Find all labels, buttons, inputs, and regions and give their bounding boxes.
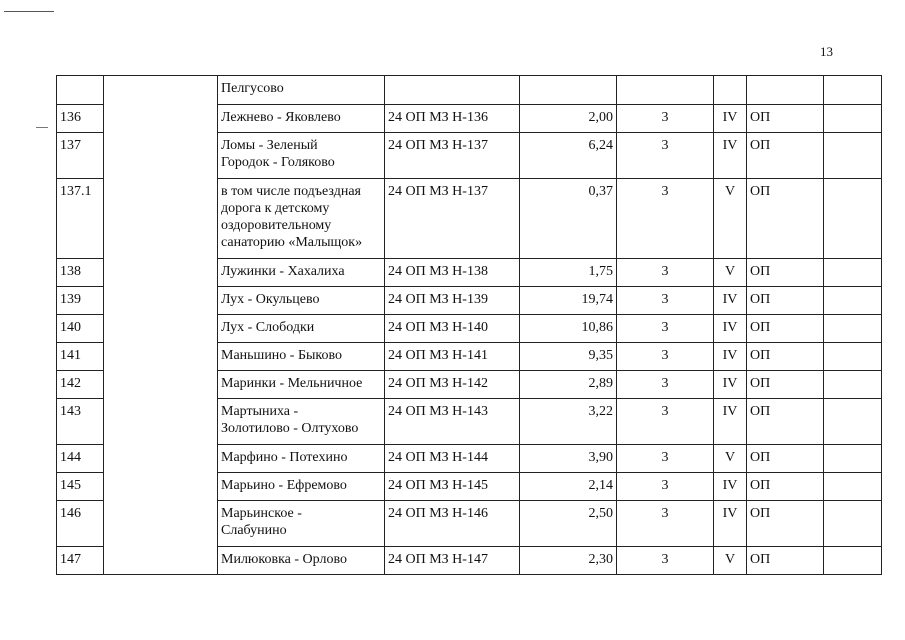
- cell-code: 24 ОП МЗ Н-137: [385, 133, 520, 179]
- cell-category: V: [714, 445, 747, 473]
- cell-road-name: [218, 445, 385, 473]
- cell-road-name: [218, 473, 385, 501]
- cell-road-name: [218, 399, 385, 445]
- road-name-line: Маринки - Мельничное: [221, 376, 363, 391]
- cell-lanes: 3: [617, 501, 714, 547]
- cell-district: [104, 76, 218, 575]
- road-name-line: Городок - Голяково: [221, 155, 335, 170]
- cell-length: 10,86: [520, 315, 617, 343]
- cell-extra: [824, 76, 882, 105]
- cell-length: 2,30: [520, 547, 617, 575]
- road-name-line: санаторию «Малыщок»: [221, 235, 363, 250]
- cell-lanes: 3: [617, 133, 714, 179]
- cell-number: 138: [57, 259, 104, 287]
- cell-significance: ОП: [747, 501, 824, 547]
- cell-lanes: [617, 76, 714, 105]
- road-name-line: Мартыниха -: [221, 404, 299, 419]
- road-name-line: в том числе подъездная: [221, 184, 361, 199]
- cell-category: IV: [714, 399, 747, 445]
- cell-lanes: 3: [617, 445, 714, 473]
- cell-road-name: Пелгусово: [218, 76, 385, 105]
- road-name-line: Лужинки - Хахалиха: [221, 264, 345, 279]
- road-name-line: Лух - Слободки: [221, 320, 315, 335]
- cell-number: 137: [57, 133, 104, 179]
- road-name-line: дорога к детскому: [221, 201, 330, 216]
- cell-number: 147: [57, 547, 104, 575]
- cell-category: IV: [714, 287, 747, 315]
- cell-number: 145: [57, 473, 104, 501]
- cell-length: 3,90: [520, 445, 617, 473]
- cell-significance: ОП: [747, 287, 824, 315]
- cell-significance: ОП: [747, 445, 824, 473]
- cell-code: 24 ОП МЗ Н-146: [385, 501, 520, 547]
- cell-significance: ОП: [747, 179, 824, 259]
- cell-length: 2,14: [520, 473, 617, 501]
- cell-extra: [824, 371, 882, 399]
- cell-code: 24 ОП МЗ Н-139: [385, 287, 520, 315]
- cell-extra: [824, 105, 882, 133]
- cell-category: [714, 76, 747, 105]
- road-name-line: оздоровительному: [221, 218, 332, 233]
- road-name-line: Маньшино - Быково: [221, 348, 343, 363]
- road-name-line: Лух - Окульцево: [221, 292, 320, 307]
- cell-road-name: [218, 259, 385, 287]
- cell-significance: ОП: [747, 105, 824, 133]
- cell-code: 24 ОП МЗ Н-147: [385, 547, 520, 575]
- cell-length: [520, 76, 617, 105]
- cell-extra: [824, 501, 882, 547]
- cell-significance: ОП: [747, 343, 824, 371]
- road-name-line: Марьино - Ефремово: [221, 478, 347, 493]
- cell-number: 137.1: [57, 179, 104, 259]
- cell-road-name: [218, 287, 385, 315]
- road-name-line: Ломы - Зеленый: [221, 138, 318, 153]
- cell-lanes: 3: [617, 473, 714, 501]
- cell-extra: [824, 399, 882, 445]
- cell-code: 24 ОП МЗ Н-136: [385, 105, 520, 133]
- cell-category: IV: [714, 315, 747, 343]
- cell-extra: [824, 287, 882, 315]
- cell-lanes: 3: [617, 259, 714, 287]
- cell-extra: [824, 315, 882, 343]
- cell-extra: [824, 259, 882, 287]
- cell-length: 1,75: [520, 259, 617, 287]
- cell-code: 24 ОП МЗ Н-143: [385, 399, 520, 445]
- cell-significance: ОП: [747, 547, 824, 575]
- cell-category: V: [714, 259, 747, 287]
- cell-extra: [824, 445, 882, 473]
- cell-length: 0,37: [520, 179, 617, 259]
- cell-number: 142: [57, 371, 104, 399]
- cell-extra: [824, 343, 882, 371]
- cell-number: [57, 76, 104, 105]
- cell-lanes: 3: [617, 179, 714, 259]
- cell-category: IV: [714, 105, 747, 133]
- cell-length: 19,74: [520, 287, 617, 315]
- cell-lanes: 3: [617, 105, 714, 133]
- cell-number: 141: [57, 343, 104, 371]
- scan-mark: [36, 127, 48, 128]
- cell-code: 24 ОП МЗ Н-145: [385, 473, 520, 501]
- cell-lanes: 3: [617, 399, 714, 445]
- cell-significance: ОП: [747, 133, 824, 179]
- cell-code: 24 ОП МЗ Н-142: [385, 371, 520, 399]
- cell-extra: [824, 133, 882, 179]
- cell-number: 146: [57, 501, 104, 547]
- cell-length: 9,35: [520, 343, 617, 371]
- cell-code: 24 ОП МЗ Н-138: [385, 259, 520, 287]
- cell-extra: [824, 179, 882, 259]
- cell-code: 24 ОП МЗ Н-144: [385, 445, 520, 473]
- cell-category: V: [714, 179, 747, 259]
- cell-lanes: 3: [617, 287, 714, 315]
- cell-significance: [747, 76, 824, 105]
- roads-table: [56, 75, 882, 575]
- cell-length: 2,50: [520, 501, 617, 547]
- scan-mark: [4, 11, 54, 12]
- cell-extra: [824, 473, 882, 501]
- cell-category: IV: [714, 371, 747, 399]
- cell-number: 136: [57, 105, 104, 133]
- cell-road-name: [218, 105, 385, 133]
- road-name-line: Марфино - Потехино: [221, 450, 348, 465]
- cell-road-name: [218, 547, 385, 575]
- page-number: 13: [820, 44, 833, 59]
- cell-lanes: 3: [617, 315, 714, 343]
- cell-significance: ОП: [747, 259, 824, 287]
- cell-lanes: 3: [617, 547, 714, 575]
- cell-category: IV: [714, 133, 747, 179]
- cell-significance: ОП: [747, 371, 824, 399]
- cell-length: 2,89: [520, 371, 617, 399]
- cell-category: IV: [714, 501, 747, 547]
- cell-extra: [824, 547, 882, 575]
- cell-significance: ОП: [747, 399, 824, 445]
- road-name-line: Лежнево - Яковлево: [221, 110, 341, 125]
- cell-significance: ОП: [747, 473, 824, 501]
- cell-number: 140: [57, 315, 104, 343]
- cell-code: 24 ОП МЗ Н-141: [385, 343, 520, 371]
- table-row: [57, 76, 882, 105]
- road-name-line: Слабунино: [221, 523, 287, 538]
- road-name-line: Золотилово - Олтухово: [221, 421, 359, 436]
- cell-category: IV: [714, 473, 747, 501]
- cell-road-name: [218, 501, 385, 547]
- cell-number: 139: [57, 287, 104, 315]
- cell-significance: ОП: [747, 315, 824, 343]
- cell-category: V: [714, 547, 747, 575]
- cell-road-name: [218, 315, 385, 343]
- cell-code: 24 ОП МЗ Н-137: [385, 179, 520, 259]
- road-name-line: Марьинское -: [221, 506, 302, 521]
- road-name-line: Милюковка - Орлово: [221, 552, 347, 567]
- cell-length: 3,22: [520, 399, 617, 445]
- cell-length: 6,24: [520, 133, 617, 179]
- cell-lanes: 3: [617, 371, 714, 399]
- cell-code: [385, 76, 520, 105]
- cell-number: 144: [57, 445, 104, 473]
- cell-road-name: [218, 179, 385, 259]
- cell-category: IV: [714, 343, 747, 371]
- cell-code: 24 ОП МЗ Н-140: [385, 315, 520, 343]
- cell-road-name: [218, 133, 385, 179]
- cell-length: 2,00: [520, 105, 617, 133]
- cell-number: 143: [57, 399, 104, 445]
- cell-lanes: 3: [617, 343, 714, 371]
- cell-road-name: [218, 371, 385, 399]
- cell-road-name: [218, 343, 385, 371]
